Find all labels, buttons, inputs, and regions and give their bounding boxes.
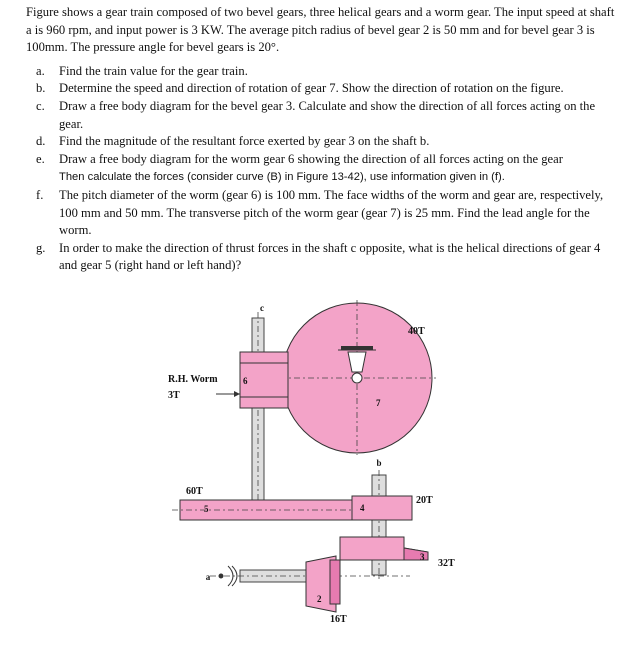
shaft-b-label: b: [376, 458, 382, 468]
question-item: [26, 240, 616, 275]
question-text: Determine the speed and direction of rotation of gear 7. Show the direction of rotation on the figure.: [59, 81, 564, 96]
gear-5-number: 5: [204, 504, 209, 514]
shaft-a-label: a: [205, 572, 211, 582]
question-continuation: [26, 168, 616, 187]
gear-4-number: 4: [360, 503, 365, 513]
question-letter: e.: [36, 151, 45, 166]
gear-5-teeth: 60T: [186, 486, 203, 497]
gear-2-number: 2: [317, 594, 322, 604]
question-item: [26, 133, 616, 151]
gear-2-teeth: 16T: [330, 614, 347, 625]
question-letter: g.: [36, 240, 46, 255]
question-text: Draw a free body diagram for the worm gear 6 showing the direction of all forces acting on the gear: [59, 151, 563, 166]
question-item: [26, 187, 616, 240]
shaft-c-label: c: [260, 303, 264, 313]
question-text: Then calculate the forces (consider curve (B) in Figure 13-42), use information given in (f).: [59, 171, 505, 184]
question-letter: c.: [36, 98, 45, 113]
question-item: [26, 151, 616, 169]
question-text: Draw a free body diagram for the bevel gear 3. Calculate and show the direction of all forces acting on the gear.: [59, 98, 596, 131]
problem-statement: [26, 4, 616, 275]
worm-hand-label: R.H. Worm: [168, 374, 218, 385]
question-letter: f.: [36, 187, 44, 202]
question-letter: d.: [36, 134, 46, 149]
question-text: The pitch diameter of the worm (gear 6) is 100 mm. The face widths of the worm and gear are, respectively, 100 mm and 50 mm. The transverse pitch of the worm gear (gear 7) is 25 mm. Find the lead angle for the worm.: [59, 187, 604, 238]
problem-intro: Figure shows a gear train composed of two bevel gears, three helical gears and a worm gear. The input speed at shaft a is 960 rpm, and input power is 3 KW. The average pitch radius of bevel gear 2 is 50 mm and for bevel gear 3 is 100mm. The pressure angle for bevel gears is 20°.: [26, 5, 615, 55]
question-text: Find the train value for the gear train.: [59, 63, 248, 78]
question-text: In order to make the direction of thrust forces in the shaft c opposite, what is the helical directions of gear 4 and gear 5 (right hand or left hand)?: [59, 240, 601, 273]
gear-3-teeth: 32T: [438, 558, 455, 569]
gear-7-number: 7: [376, 398, 381, 408]
gear-6-number: 6: [243, 376, 248, 386]
worm-teeth-label: 3T: [168, 390, 180, 401]
question-text: Find the magnitude of the resultant force exerted by gear 3 on the shaft b.: [59, 134, 430, 149]
question-list: [26, 63, 616, 275]
question-item: [26, 98, 616, 133]
worm-pointer-arrowhead: [234, 391, 240, 397]
question-item: [26, 80, 616, 98]
gear-7-teeth: 40T: [408, 326, 425, 337]
gear-train-diagram: [0, 280, 640, 640]
question-letter: a.: [36, 63, 45, 78]
gear-3-number: 3: [420, 552, 425, 562]
gear-4-teeth: 20T: [416, 495, 433, 506]
question-letter: b.: [36, 81, 46, 96]
question-item: [26, 63, 616, 81]
gear-train-figure: [0, 280, 640, 640]
